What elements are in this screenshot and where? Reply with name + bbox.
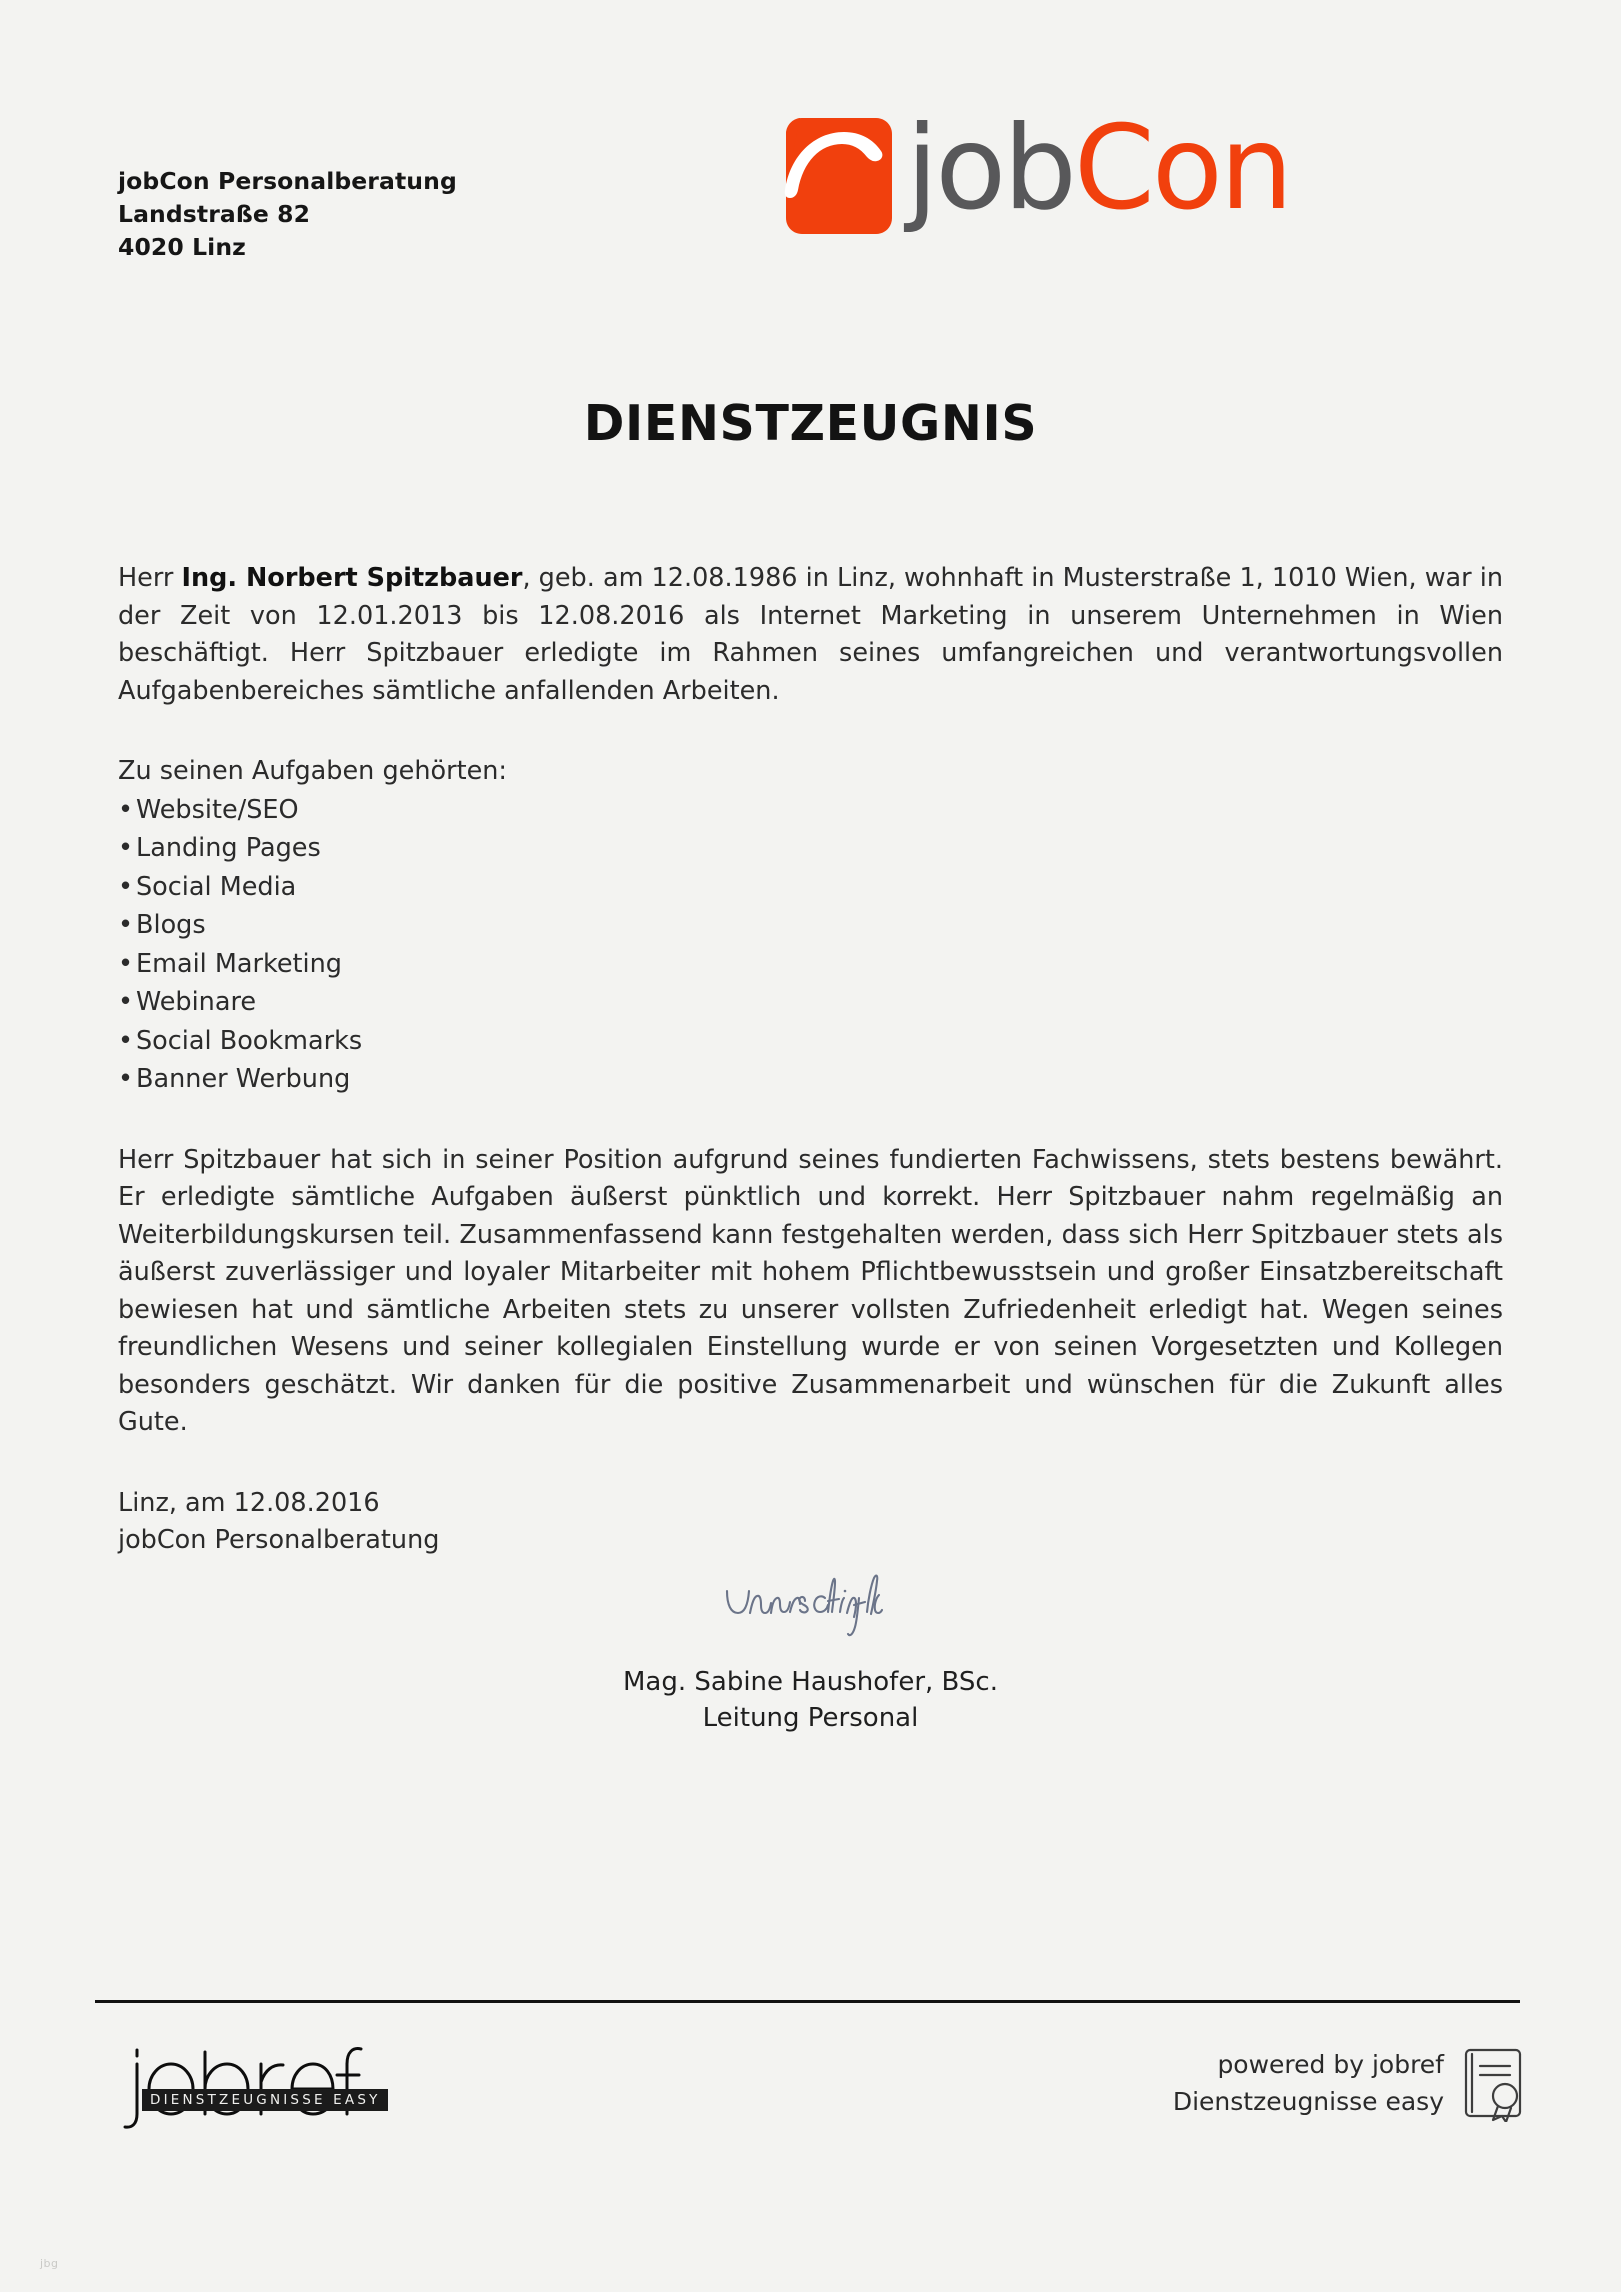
jobref-tagline: DIENSTZEUGNISSE EASY — [142, 2089, 388, 2111]
tasks-intro: Zu seinen Aufgaben gehörten: — [118, 756, 508, 786]
certificate-icon — [1462, 2044, 1526, 2122]
logo-word-job: job — [906, 100, 1074, 236]
jobcon-logo — [770, 100, 1291, 236]
bullet-icon: • — [118, 871, 134, 902]
list-item — [118, 791, 1503, 830]
bullet-icon: • — [118, 1025, 134, 1056]
signoff-company: jobCon Personalberatung — [118, 1525, 440, 1555]
task-label: Blogs — [136, 910, 206, 940]
sender-line-city: 4020 Linz — [118, 233, 246, 261]
sender-line-company: jobCon Personalberatung — [118, 167, 457, 195]
spacer — [118, 1099, 1503, 1142]
powered-by-line-1: powered by jobref — [1217, 2050, 1444, 2079]
powered-by-block — [1173, 2044, 1526, 2122]
intro-rest: , geb. am 12.08.1986 in Linz, wohnhaft in Musterstraße 1, 1010 Wien, war in der Zeit von 12.01.2013 bis 12.08.2016 als Internet Marketing in unserem Unternehmen in Wien beschäftigt. Herr Spitzbauer erledigte im Rahmen seines umfangreichen und verantwortungsvollen Aufgabenbereiches sämtliche anfallenden Arbeiten. — [118, 563, 1504, 706]
document-body — [118, 560, 1503, 1560]
corner-artifact: jbg — [40, 2257, 59, 2270]
logo-word-con: Con — [1073, 100, 1291, 236]
spacer — [118, 1442, 1503, 1485]
jobcon-logo-wordmark — [906, 100, 1291, 236]
sender-line-street: Landstraße 82 — [118, 200, 311, 228]
place-date: Linz, am 12.08.2016 — [118, 1487, 380, 1518]
task-label: Webinare — [136, 987, 257, 1017]
list-item — [118, 829, 1503, 868]
list-item — [118, 1022, 1503, 1061]
sender-address-block — [118, 165, 457, 264]
bullet-icon: • — [118, 833, 134, 863]
task-list — [118, 791, 1503, 1099]
list-item — [118, 983, 1503, 1022]
task-label: Banner Werbung — [136, 1064, 351, 1094]
signer-name: Mag. Sabine Haushofer, BSc. — [622, 1667, 998, 1697]
document-footer — [0, 2022, 1621, 2202]
jobcon-logo-mark-icon — [770, 112, 892, 234]
powered-by-line-2: Dienstzeugnisse easy — [1172, 2087, 1444, 2116]
page-title: DIENSTZEUGNIS — [583, 395, 1038, 452]
task-label: Social Bookmarks — [136, 1025, 363, 1056]
jobref-wordmark — [115, 2042, 365, 2134]
bullet-icon: • — [118, 910, 134, 940]
footer-divider — [95, 2000, 1520, 2003]
bullet-icon: • — [118, 987, 134, 1017]
list-item — [118, 1060, 1503, 1099]
task-label: Social Media — [136, 871, 297, 902]
employee-name: Ing. Norbert Spitzbauer — [181, 563, 523, 593]
bullet-icon: • — [118, 948, 134, 979]
task-label: Email Marketing — [136, 948, 342, 979]
spacer — [118, 710, 1503, 753]
jobref-logo — [115, 2042, 381, 2134]
closing-paragraph: Herr Spitzbauer hat sich in seiner Position aufgrund seines fundierten Fachwissens, stets bestens bewährt. Er erledigte sämtliche Aufgaben äußerst pünktlich und korrekt. Herr Spitzbauer nahm regelmäßig an Weiterbildungskursen teil. Zusammenfassend kann festgehalten werden, dass sich Herr Spitzbauer stets als äußerst zuverlässiger und loyaler Mitarbeiter mit hohem Pflichtbewusstsein und großer Einsatzbereitschaft bewiesen hat und sämtliche Arbeiten stets zu unserer vollsten Zufriedenheit erledigt hat. Wegen seines freundlichen Wesens und seiner kollegialen Einstellung wurde er von seinen Vorgesetzten und Kollegen besonders geschätzt. Wir danken für die positive Zusammenarbeit und wünschen für die Zukunft alles Gute. — [118, 1144, 1503, 1437]
bullet-icon: • — [118, 794, 134, 825]
document-header — [0, 0, 1621, 300]
signature-block — [0, 1560, 1621, 1736]
intro-paragraph — [118, 560, 1503, 710]
task-label: Landing Pages — [136, 833, 321, 863]
list-item — [118, 906, 1503, 945]
task-label: Website/SEO — [136, 794, 299, 825]
intro-prefix: Herr — [118, 563, 182, 593]
list-item — [118, 868, 1503, 907]
bullet-icon: • — [118, 1064, 134, 1094]
powered-by-text — [1173, 2046, 1444, 2120]
signature-scribble-icon — [0, 1560, 1621, 1650]
list-item — [118, 945, 1503, 984]
signer-role: Leitung Personal — [702, 1703, 919, 1733]
